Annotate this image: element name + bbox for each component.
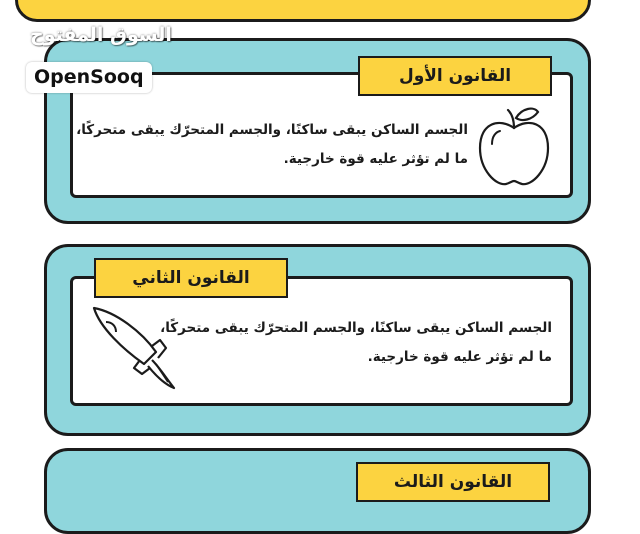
law-title-second: القانون الثاني [94, 258, 288, 298]
watermark-arabic: السوق المفتوح [30, 24, 172, 46]
law-description-second-line1: الجسم الساكن يبقى ساكنًا، والجسم المتحرّك يبقى متحركًا، [160, 320, 552, 336]
law-description-second [132, 314, 552, 372]
law-title-first: القانون الأول [358, 56, 552, 96]
law-title-third: القانون الثالث [356, 462, 550, 502]
apple-icon [474, 104, 554, 190]
law-description-first-line2: ما لم تؤثر عليه قوة خارجية. [283, 151, 468, 167]
law-description-first [48, 116, 468, 174]
opensooq-logo: OpenSooq [26, 62, 152, 93]
law-description-second-line2: ما لم تؤثر عليه قوة خارجية. [367, 349, 552, 365]
rocket-icon [86, 302, 182, 396]
law-description-first-line1: الجسم الساكن يبقى ساكنًا، والجسم المتحرّك يبقى متحركًا، [76, 122, 468, 138]
top-yellow-card [15, 0, 591, 22]
